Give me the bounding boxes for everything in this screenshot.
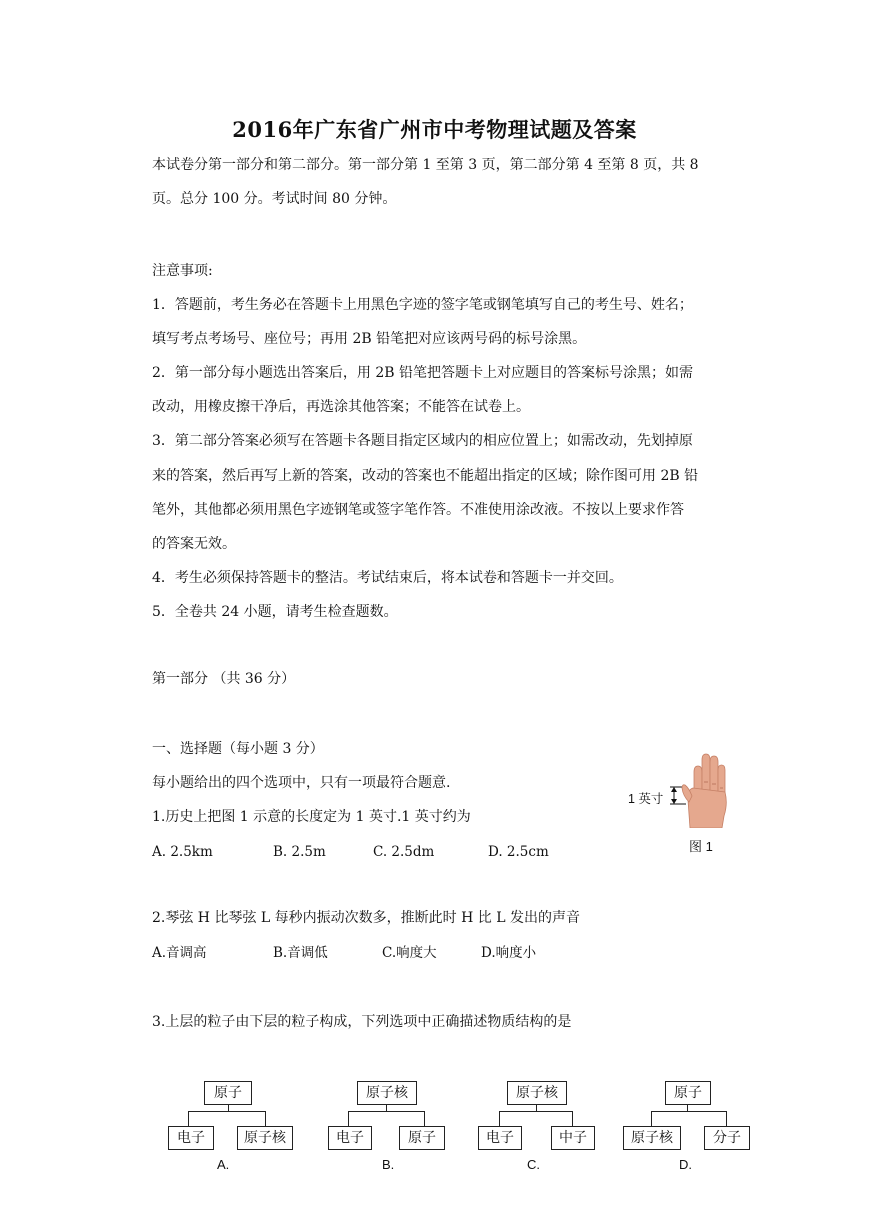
notice-line: 4．考生必须保持答题卡的整洁。考试结束后，将本试卷和答题卡一并交回。 — [152, 570, 623, 586]
figure-1-label: 1 英寸 — [628, 792, 664, 806]
intro-line: 本试卷分第一部分和第二部分。第一部分第 1 至第 3 页，第二部分第 4 至第 8 页，共 8 — [152, 157, 699, 173]
section-heading: 一、选择题（每小题 3 分） — [152, 741, 324, 757]
q1-option-b: B. 2.5m — [273, 844, 326, 860]
connector — [499, 1111, 500, 1126]
notice-line: 来的答案，然后再写上新的答案，改动的答案也不能超出指定的区域；除作图可用 2B 铅 — [152, 468, 699, 484]
diagram-b-right-box: 原子 — [399, 1126, 445, 1150]
notice-line: 填写考点考场号、座位号；再用 2B 铅笔把对应该两号码的标号涂黑。 — [152, 331, 587, 347]
page-title: 2016年广东省广州市中考物理试题及答案 — [232, 117, 637, 142]
part-heading: 第一部分 （共 36 分） — [152, 671, 296, 687]
question-1-stem: 1.历史上把图 1 示意的长度定为 1 英寸.1 英寸约为 — [152, 809, 471, 825]
diagram-c-label: C. — [527, 1157, 540, 1172]
q1-option-a: A. 2.5km — [152, 844, 213, 860]
diagram-a-left-box: 电子 — [168, 1126, 214, 1150]
connector — [188, 1111, 189, 1126]
connector — [348, 1111, 425, 1112]
diagram-a-label: A. — [217, 1157, 230, 1172]
diagram-c-top-box: 原子核 — [507, 1081, 567, 1105]
connector — [651, 1111, 727, 1112]
diagram-d-label: D. — [679, 1157, 692, 1172]
notice-line: 5．全卷共 24 小题，请考生检查题数。 — [152, 604, 398, 620]
section-instruction: 每小题给出的四个选项中，只有一项最符合题意. — [152, 775, 451, 791]
q2-option-c: C.响度大 — [382, 945, 437, 961]
hand-figure — [664, 752, 730, 828]
diagram-c-left-box: 电子 — [478, 1126, 522, 1150]
question-2-stem: 2.琴弦 H 比琴弦 L 每秒内振动次数多，推断此时 H 比 L 发出的声音 — [152, 910, 580, 926]
notice-line: 笔外，其他都必须用黑色字迹钢笔或签字笔作答。不准使用涂改液。不按以上要求作答 — [152, 502, 684, 518]
connector — [726, 1111, 727, 1126]
connector — [499, 1111, 573, 1112]
connector — [265, 1111, 266, 1126]
figure-1-caption: 图 1 — [689, 839, 713, 854]
notice-heading: 注意事项: — [152, 263, 213, 279]
diagram-d-top-box: 原子 — [665, 1081, 711, 1105]
diagram-c-right-box: 中子 — [551, 1126, 595, 1150]
notice-line: 2．第一部分每小题选出答案后，用 2B 铅笔把答题卡上对应题目的答案标号涂黑；如需 — [152, 365, 694, 381]
connector — [188, 1111, 266, 1112]
q2-option-b: B.音调低 — [273, 945, 328, 961]
notice-line: 改动，用橡皮擦干净后，再选涂其他答案；不能答在试卷上。 — [152, 399, 530, 415]
diagram-b-top-box: 原子核 — [357, 1081, 417, 1105]
connector — [651, 1111, 652, 1126]
q2-option-a: A.音调高 — [152, 945, 207, 961]
q1-option-d: D. 2.5cm — [488, 844, 549, 860]
diagram-d-left-box: 原子核 — [623, 1126, 681, 1150]
intro-line: 页。总分 100 分。考试时间 80 分钟。 — [152, 191, 397, 207]
connector — [572, 1111, 573, 1126]
diagram-b-left-box: 电子 — [328, 1126, 372, 1150]
q1-option-c: C. 2.5dm — [373, 844, 435, 860]
diagram-d-right-box: 分子 — [704, 1126, 750, 1150]
notice-line: 的答案无效。 — [152, 536, 236, 552]
diagram-b-label: B. — [382, 1157, 395, 1172]
notice-line: 3．第二部分答案必须写在答题卡各题目指定区域内的相应位置上；如需改动，先划掉原 — [152, 433, 693, 449]
connector — [348, 1111, 349, 1126]
question-3-stem: 3.上层的粒子由下层的粒子构成，下列选项中正确描述物质结构的是 — [152, 1014, 572, 1030]
diagram-a-top-box: 原子 — [204, 1081, 252, 1105]
notice-line: 1．答题前，考生务必在答题卡上用黑色字迹的签字笔或钢笔填写自己的考生号、姓名； — [152, 297, 693, 313]
q2-option-d: D.响度小 — [481, 945, 537, 961]
connector — [424, 1111, 425, 1126]
diagram-a-right-box: 原子核 — [237, 1126, 293, 1150]
